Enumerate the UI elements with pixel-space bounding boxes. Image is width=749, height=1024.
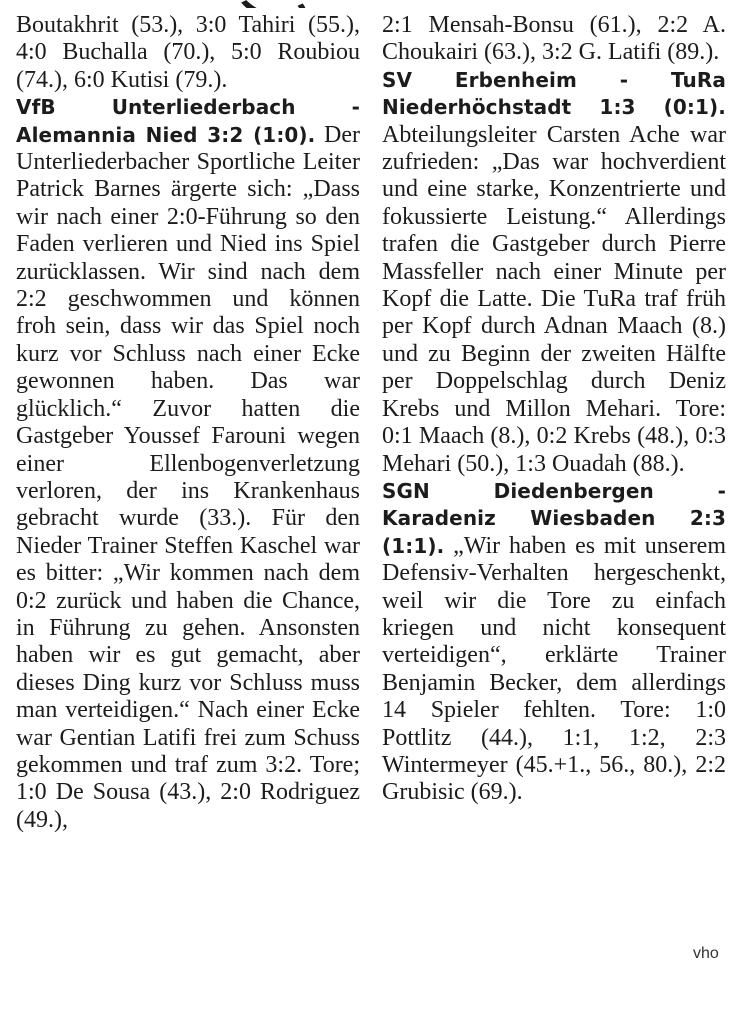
previous-report-results: Boutakhrit (53.), 3:0 Tahiri (55.), 4:0 Buchalla (70.), 5:0 Roubiou (74.), 6:0 Kutisi (79.). — [16, 12, 360, 93]
goal-list-continuation: 2:1 Mensah-Bonsu (61.), 2:2 A. Choukairi (63.), 3:2 G. Latifi (89.). — [382, 12, 726, 66]
match-body-text: Abteilungsleiter Carsten Ache war zufrieden: „Das war hochverdient und eine starke, Konzentrierte und fokussierte Leistung.“ Allerdings trafen die Gastgeber durch Pierre Massfeller nach einer Minute per Kopf die Latte. Die TuRa traf früh per Kopf durch Adnan Maach (8.) und zu Beginn der zweiten Hälfte per Doppelschlag durch Deniz Krebs und Millon Mehari. Tore: 0:1 Maach (8.), 0:2 Krebs (48.), 0:3 Mehari (50.), 1:3 Ouadah (88.). — [382, 121, 726, 477]
match-report-erbenheim-niederhoechstadt — [382, 67, 726, 478]
match-headline: SGN Diedenbergen - Karadeniz Wiesbaden 2:3 (1:1). — [382, 478, 726, 558]
cut-off-header-fragment — [0, 0, 749, 8]
article-column-right — [382, 12, 726, 807]
author-credit: vho — [693, 945, 719, 962]
match-report-unterliederbach-nied — [16, 94, 360, 834]
match-body-text: Der Unterliederbacher Sportliche Leiter Patrick Barnes ärgerte sich: „Dass wir nach einer 2:0-Führung so den Faden verlieren und Nied ins Spiel zurücklassen. Wir sind nach dem 2:2 geschwommen und können froh sein, dass wir das Spiel noch kurz vor Schluss nach einer Ecke gewonnen haben. Das war glücklich.“ Zuvor hatten die Gastgeber Youssef Farouni wegen einer Ellenbogenverletzung verloren, der ins Krankenhaus gebracht wurde (33.). Für den Nieder Trainer Steffen Kaschel war es bitter: „Wir kommen nach dem 0:2 zurück und haben die Chance, in Führung zu gehen. Ansonsten haben wir es gut gemacht, aber dieses Ding kurz vor Schluss muss man verteidigen.“ Nach einer Ecke war Gentian Latifi frei zum Schuss gekommen und traf zum 3:2. Tore; 1:0 De Sousa (43.), 2:0 Rodriguez (49.), — [16, 121, 360, 833]
headline-descender-fragment — [232, 0, 311, 8]
match-body-text: „Wir haben es mit unserem Defensiv-Verhalten hergeschenkt, weil wir die Tore zu einfach kriegen und nicht konsequent verteidigen“, erklärte Trainer Benjamin Becker, dem allerdings 14 Spieler fehlten. Tore: 1:0 Pottlitz (44.), 1:1, 1:2, 2:3 Wintermeyer (45.+1., 56., 80.), 2:2 Grubisic (69.). — [382, 532, 726, 806]
match-headline: VfB Unterliederbach - Alemannia Nied 3:2 (1:0). — [16, 95, 360, 147]
article-column-left — [16, 12, 360, 834]
match-headline: SV Erbenheim - TuRa Niederhöchstadt 1:3 (0:1). — [382, 67, 726, 120]
match-report-diedenbergen-karadeniz — [382, 478, 726, 807]
